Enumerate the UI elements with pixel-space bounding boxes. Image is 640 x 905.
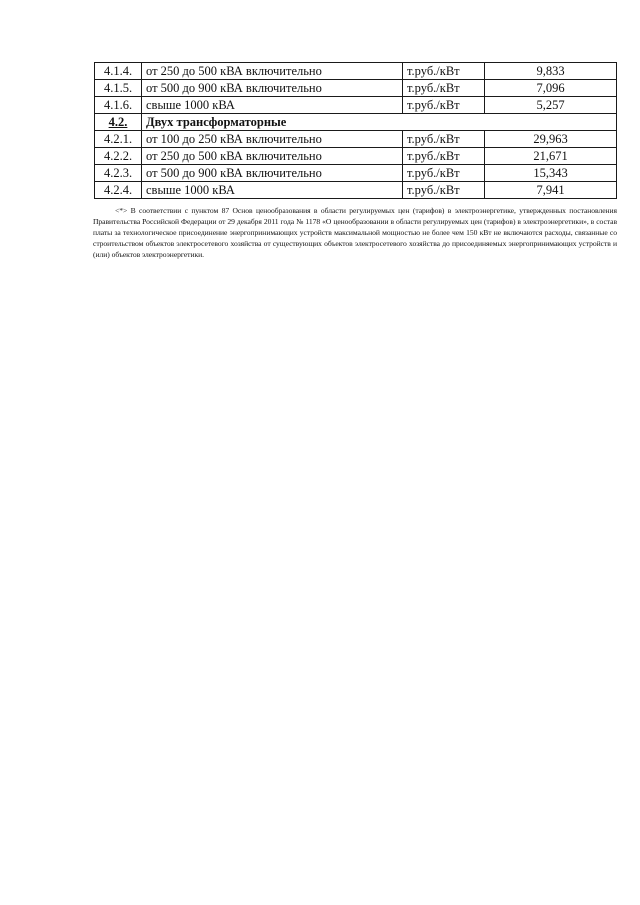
table-row (95, 165, 617, 182)
row-unit: т.руб./кВт (403, 165, 485, 182)
row-unit: т.руб./кВт (403, 80, 485, 97)
row-number: 4.2.2. (95, 148, 142, 165)
row-number: 4.2.4. (95, 182, 142, 199)
row-number: 4.1.6. (95, 97, 142, 114)
row-description: от 500 до 900 кВА включительно (142, 165, 403, 182)
table-row (95, 182, 617, 199)
row-value: 15,343 (485, 165, 617, 182)
row-description: свыше 1000 кВА (142, 182, 403, 199)
row-description: от 500 до 900 кВА включительно (142, 80, 403, 97)
table-row (95, 63, 617, 80)
row-number: 4.2.1. (95, 131, 142, 148)
rates-table (94, 62, 617, 199)
row-number: 4.1.5. (95, 80, 142, 97)
row-value: 29,963 (485, 131, 617, 148)
row-unit: т.руб./кВт (403, 131, 485, 148)
row-unit: т.руб./кВт (403, 148, 485, 165)
section-title: Двух трансформаторные (142, 114, 617, 131)
table-row (95, 97, 617, 114)
table-row (95, 80, 617, 97)
row-value: 7,096 (485, 80, 617, 97)
row-description: от 250 до 500 кВА включительно (142, 148, 403, 165)
row-unit: т.руб./кВт (403, 97, 485, 114)
row-value: 7,941 (485, 182, 617, 199)
row-description: свыше 1000 кВА (142, 97, 403, 114)
row-value: 21,671 (485, 148, 617, 165)
row-description: от 250 до 500 кВА включительно (142, 63, 403, 80)
footnote-text: <*> В соответствии с пунктом 87 Основ ценообразования в области регулируемых цен (тарифов) в электроэнергетике, утвержденных постановления Правительства Российской Федерации от 29 декабря 2011 года № 1178 «О ценообразовании в области регулируемых цен (тарифов) в электроэнергетики», в состав платы за технологическое присоединение энергопринимающих устройств максимальной мощностью не более чем 150 кВт не включаются расходы, связанные со строительством объектов электросетевого хозяйства от существующих объектов электросетевого хозяйства до присоединяемых энергопринимающих устройств и (или) объектов электроэнергетики. (93, 206, 617, 259)
table-row (95, 148, 617, 165)
section-number: 4.2. (95, 114, 142, 131)
row-value: 5,257 (485, 97, 617, 114)
row-value: 9,833 (485, 63, 617, 80)
row-unit: т.руб./кВт (403, 63, 485, 80)
row-number: 4.1.4. (95, 63, 142, 80)
row-description: от 100 до 250 кВА включительно (142, 131, 403, 148)
section-header-row (95, 114, 617, 131)
row-unit: т.руб./кВт (403, 182, 485, 199)
table-row (95, 131, 617, 148)
row-number: 4.2.3. (95, 165, 142, 182)
rates-table-body (95, 63, 617, 199)
